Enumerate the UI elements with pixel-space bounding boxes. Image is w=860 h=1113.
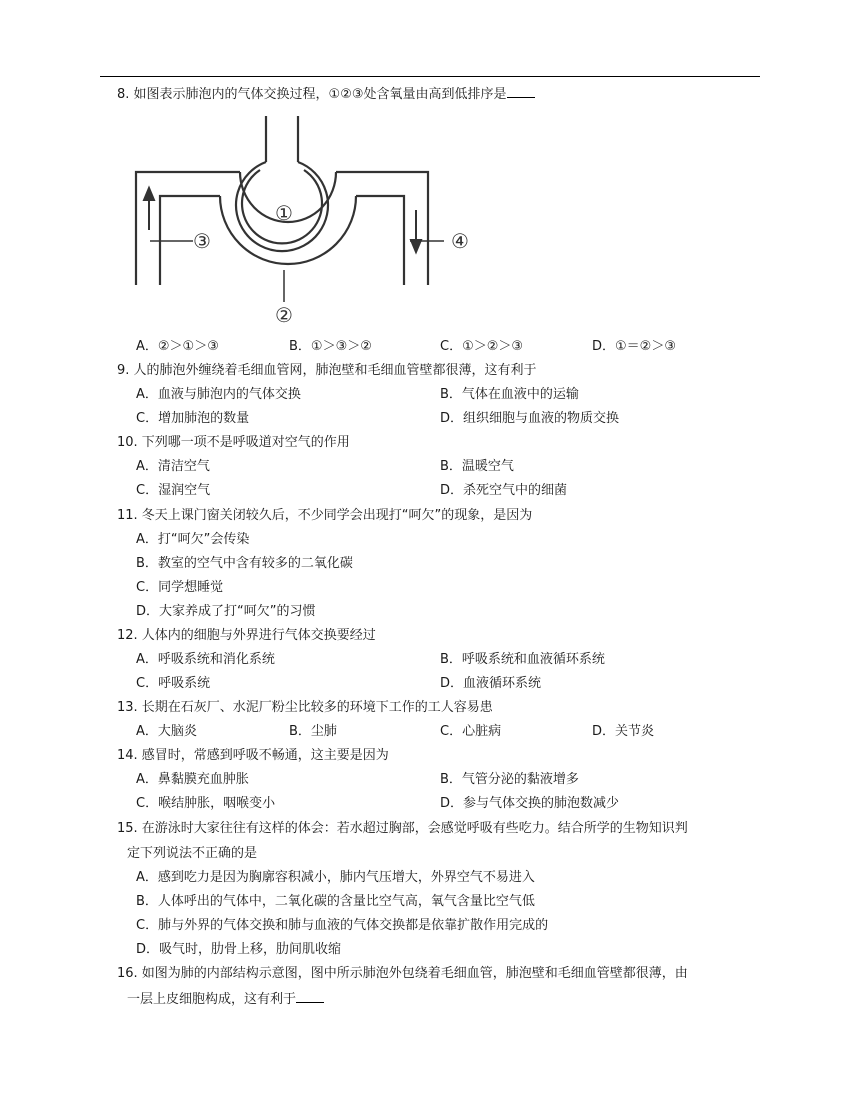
question-10-stem: 10. 下列哪一项不是呼吸道对空气的作用 — [117, 435, 350, 450]
q11-option-c: C．同学想睡觉 — [136, 580, 224, 595]
q13-option-d: D．关节炎 — [592, 724, 655, 739]
q8-option-a: A．②＞①＞③ — [136, 339, 219, 354]
q15-option-c: C．肺与外界的气体交换和肺与血液的气体交换都是依靠扩散作用完成的 — [136, 918, 549, 933]
question-11-stem: 11. 冬天上课门窗关闭较久后，不少同学会出现打“呵欠”的现象，是因为 — [117, 508, 533, 523]
q10-option-c: C．湿润空气 — [136, 483, 211, 498]
q12-option-b: B．呼吸系统和血液循环系统 — [440, 652, 605, 667]
q14-option-d: D．参与气体交换的肺泡数减少 — [440, 796, 620, 811]
q9-option-d: D．组织细胞与血液的物质交换 — [440, 411, 620, 426]
up-arrow-head — [144, 188, 154, 200]
q15-option-b: B．人体呼出的气体中，二氧化碳的含量比空气高，氧气含量比空气低 — [136, 894, 535, 909]
down-arrow-head — [411, 240, 421, 252]
q11-option-a: A．打“呵欠”会传染 — [136, 532, 250, 547]
header-rule — [100, 76, 760, 77]
q11-option-b: B．教室的空气中含有较多的二氧化碳 — [136, 556, 353, 571]
q14-option-c: C．喉结肿胀，咽喉变小 — [136, 796, 276, 811]
q8-option-d: D．①＝②＞③ — [592, 339, 676, 354]
q8-option-c: C．①＞②＞③ — [440, 339, 524, 354]
label-1: ① — [275, 201, 293, 225]
question-16-stem-line1: 16. 如图为肺的内部结构示意图，图中所示肺泡外包绕着毛细血管，肺泡壁和毛细血管壁都很薄，由 — [117, 966, 688, 981]
question-8-stem — [117, 85, 535, 104]
q9-option-c: C．增加肺泡的数量 — [136, 411, 250, 426]
q14-option-a: A．鼻黏膜充血肿胀 — [136, 772, 249, 787]
question-14-stem: 14. 感冒时，常感到呼吸不畅通，这主要是因为 — [117, 748, 389, 763]
alveolus-gas-exchange-diagram — [128, 110, 488, 330]
question-16-stem-line2 — [127, 990, 324, 1009]
q10-option-b: B．温暖空气 — [440, 459, 514, 474]
q12-option-a: A．呼吸系统和消化系统 — [136, 652, 275, 667]
q11-option-d: D．大家养成了打“呵欠”的习惯 — [136, 604, 316, 619]
question-9-stem: 9. 人的肺泡外缠绕着毛细血管网，肺泡壁和毛细血管壁都很薄，这有利于 — [117, 363, 537, 378]
q12-option-c: C．呼吸系统 — [136, 676, 211, 691]
q10-option-a: A．清洁空气 — [136, 459, 210, 474]
label-3: ③ — [193, 229, 211, 253]
question-15-stem-line2: 定下列说法不正确的是 — [127, 846, 258, 861]
q9-option-a: A．血液与肺泡内的气体交换 — [136, 387, 301, 402]
q14-option-b: B．气管分泌的黏液增多 — [440, 772, 579, 787]
q13-option-c: C．心脏病 — [440, 724, 502, 739]
question-12-stem: 12. 人体内的细胞与外界进行气体交换要经过 — [117, 628, 376, 643]
label-4: ④ — [451, 229, 469, 253]
answer-blank — [507, 85, 535, 98]
outer-vessel-wall — [136, 172, 428, 285]
q10-option-d: D．杀死空气中的细菌 — [440, 483, 568, 498]
q15-option-a: A．感到吃力是因为胸廓容积减小，肺内气压增大，外界空气不易进入 — [136, 870, 535, 885]
q8-option-b: B．①＞③＞② — [289, 339, 372, 354]
airway-duct — [266, 116, 298, 162]
question-16-text: 一层上皮细胞构成，这有利于 — [127, 992, 297, 1007]
q12-option-d: D．血液循环系统 — [440, 676, 542, 691]
label-2: ② — [275, 303, 293, 327]
question-15-stem-line1: 15. 在游泳时大家往往有这样的体会：若水超过胸部，会感觉呼吸有些吃力。结合所学的生物知识判 — [117, 821, 688, 836]
q9-option-b: B．气体在血液中的运输 — [440, 387, 579, 402]
q13-option-a: A．大脑炎 — [136, 724, 197, 739]
answer-blank — [296, 990, 324, 1003]
question-13-stem: 13. 长期在石灰厂、水泥厂粉尘比较多的环境下工作的工人容易患 — [117, 700, 493, 715]
q15-option-d: D．吸气时，肋骨上移，肋间肌收缩 — [136, 942, 342, 957]
question-8-text: 8. 如图表示肺泡内的气体交换过程，①②③处含氧量由高到低排序是 — [117, 87, 507, 102]
q13-option-b: B．尘肺 — [289, 724, 337, 739]
